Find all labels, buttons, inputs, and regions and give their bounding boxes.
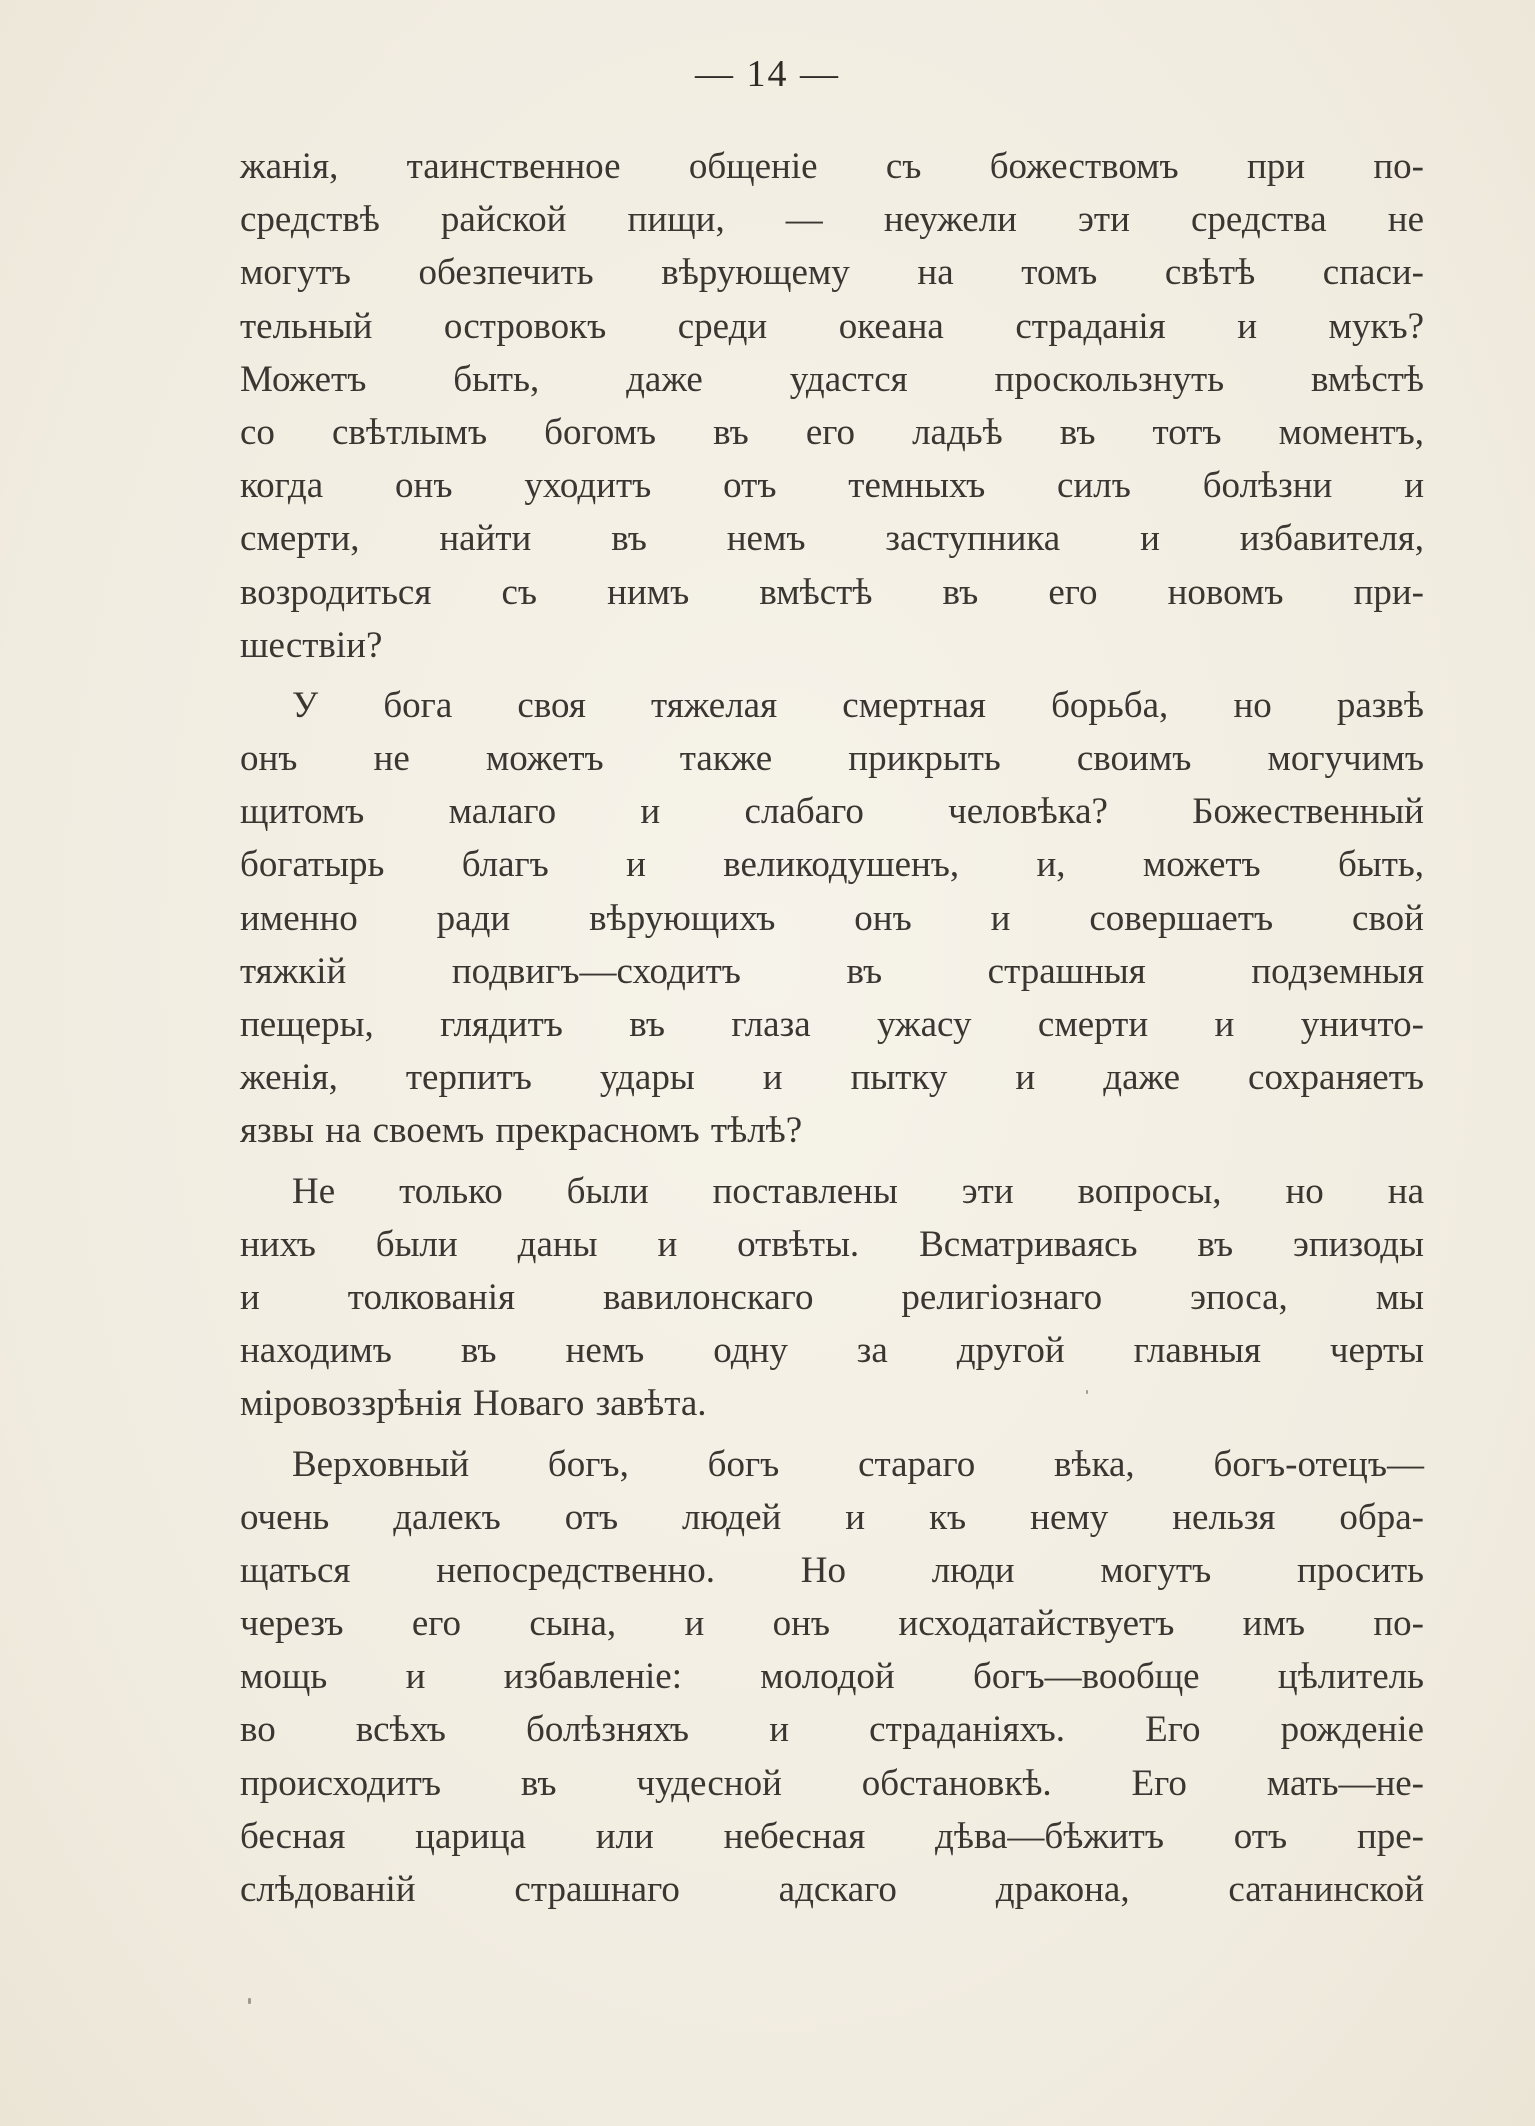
text-line: средствѣ райской пищи, — неужели эти средства не [240, 199, 1424, 241]
text-line: богатырь благъ и великодушенъ, и, можетъ быть, [240, 844, 1424, 886]
text-line: и толкованія вавилонскаго религіознаго эпоса, мы [240, 1276, 1424, 1318]
paper-speck [248, 1998, 251, 2004]
text-line: смерти, найти въ немъ заступника и избавителя, [240, 518, 1424, 560]
text-line: шествіи? [240, 624, 383, 666]
text-line: именно ради вѣрующихъ онъ и совершаетъ свой [240, 897, 1424, 939]
text-line: находимъ въ немъ одну за другой главныя черты [240, 1330, 1424, 1372]
page-number: — 14 — [695, 53, 840, 95]
text-line: язвы на своемъ прекрасномъ тѣлѣ? [240, 1110, 803, 1152]
text-line: міровоззрѣнія Новаго завѣта. [240, 1383, 707, 1425]
text-line: черезъ его сына, и онъ исходатайствуетъ имъ по- [240, 1603, 1424, 1645]
text-line: женія, терпитъ удары и пытку и даже сохраняетъ [240, 1057, 1424, 1099]
text-line: мощь и избавленіе: молодой богъ—вообще цѣлитель [240, 1656, 1424, 1698]
paper-speck [1086, 1390, 1088, 1394]
text-line: Можетъ быть, даже удастся проскользнуть вмѣстѣ [240, 358, 1424, 400]
text-line: происходитъ въ чудесной обстановкѣ. Его мать—не- [240, 1762, 1424, 1804]
text-line: нихъ были даны и отвѣты. Всматриваясь въ эпизоды [240, 1223, 1424, 1265]
text-line: щаться непосредственно. Но люди могутъ просить [240, 1549, 1424, 1591]
text-line: тяжкій подвигъ—сходитъ въ страшныя подземныя [240, 950, 1424, 992]
text-line: жанія, таинственное общеніе съ божествомъ при по- [240, 146, 1424, 187]
text-line: со свѣтлымъ богомъ въ его ладьѣ въ тотъ моментъ, [240, 411, 1424, 453]
paragraph-2 [240, 679, 1424, 1158]
text-line: возродиться съ нимъ вмѣстѣ въ его новомъ при- [240, 571, 1424, 613]
text-line: Не только были поставлены эти вопросы, но на [292, 1170, 1424, 1212]
text-line: во всѣхъ болѣзняхъ и страданіяхъ. Его рожденіе [240, 1709, 1424, 1751]
text-line: бесная царица или небесная дѣва—бѣжитъ отъ пре- [240, 1815, 1424, 1857]
paragraph-1 [240, 140, 1424, 672]
text-line: У бога своя тяжелая смертная борьба, но развѣ [292, 684, 1424, 726]
text-line: когда онъ уходитъ отъ темныхъ силъ болѣзни и [240, 465, 1424, 507]
body-text [240, 140, 1424, 1916]
text-line: могутъ обезпечить вѣрующему на томъ свѣтѣ спаси- [240, 252, 1424, 294]
paragraph-4 [240, 1438, 1424, 1917]
text-line: щитомъ малаго и слабаго человѣка? Божественный [240, 791, 1424, 833]
text-line: слѣдованій страшнаго адскаго дракона, сатанинской [240, 1869, 1424, 1910]
paragraph-3 [240, 1165, 1424, 1431]
text-line: тельный островокъ среди океана страданія и мукъ? [240, 305, 1424, 347]
text-line: Верховный богъ, богъ стараго вѣка, богъ-отецъ— [292, 1443, 1424, 1485]
text-line: очень далекъ отъ людей и къ нему нельзя обра- [240, 1496, 1424, 1538]
text-line: онъ не можетъ также прикрыть своимъ могучимъ [240, 738, 1424, 780]
text-line: пещеры, глядитъ въ глаза ужасу смерти и уничто- [240, 1004, 1424, 1045]
